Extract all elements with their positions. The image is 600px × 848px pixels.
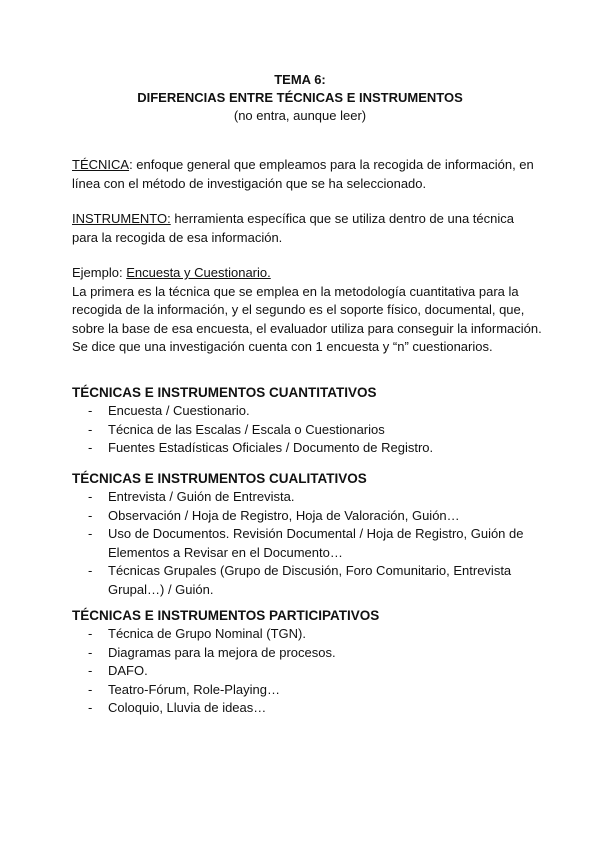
list-item xyxy=(72,507,542,526)
list-marker: - xyxy=(88,663,93,678)
definition-tecnica xyxy=(72,156,542,193)
list-marker: - xyxy=(88,681,93,697)
list-item xyxy=(72,439,542,458)
definition-instrumento xyxy=(72,210,542,247)
document-note: (no entra, aunque leer) xyxy=(233,108,367,123)
list-item xyxy=(72,562,542,599)
list-item xyxy=(72,421,542,440)
list-item-text: Técnica de las Escalas / Escala o Cuestionarios xyxy=(108,421,385,437)
list-item-text: Técnica de Grupo Nominal (TGN). xyxy=(108,626,306,641)
document-title: TEMA 6: xyxy=(274,72,326,87)
list-item xyxy=(72,625,542,644)
term-instrumento: INSTRUMENTO: xyxy=(72,211,171,226)
example-link: Encuesta y Cuestionario. xyxy=(126,265,271,280)
list-item xyxy=(72,662,542,681)
list-marker: - xyxy=(88,626,93,641)
document-subtitle: DIFERENCIAS ENTRE TÉCNICAS E INSTRUMENTOS xyxy=(137,90,463,105)
list-item xyxy=(72,402,542,421)
list-item xyxy=(72,699,542,718)
list-item-text: DAFO. xyxy=(108,663,148,678)
list-item-text: Encuesta / Cuestionario. xyxy=(108,403,250,418)
list-item-text: Observación / Hoja de Registro, Hoja de Valoración, Guión… xyxy=(108,507,460,523)
term-tecnica: TÉCNICA xyxy=(72,157,130,172)
list-item xyxy=(72,488,542,507)
list-item-text: Fuentes Estadísticas Oficiales / Documento de Registro. xyxy=(108,440,434,455)
section-heading-cuantitativos: TÉCNICAS E INSTRUMENTOS CUANTITATIVOS xyxy=(72,385,377,400)
list-item-text: Uso de Documentos. Revisión Documental / Hoja de Registro, Guión de Elementos a Revisar en el Documento… xyxy=(108,526,524,560)
list-item xyxy=(72,644,542,663)
list-item-text: Diagramas para la mejora de procesos. xyxy=(108,644,336,660)
list-marker: - xyxy=(88,489,93,504)
example-block xyxy=(72,264,542,357)
list-item-text: Coloquio, Lluvia de ideas… xyxy=(108,700,267,715)
example-line xyxy=(72,264,542,283)
list-marker: - xyxy=(88,644,93,660)
list-item-text: Técnicas Grupales (Grupo de Discusión, Foro Comunitario, Entrevista Grupal…) / Guión. xyxy=(108,563,512,597)
section-heading-cualitativos: TÉCNICAS E INSTRUMENTOS CUALITATIVOS xyxy=(72,471,367,486)
list-marker: - xyxy=(88,421,93,437)
list-item-text: Entrevista / Guión de Entrevista. xyxy=(108,489,295,504)
list-item-text: Teatro-Fórum, Role-Playing… xyxy=(108,681,280,697)
example-text: La primera es la técnica que se emplea en la metodología cuantitativa para la recogida de la información, y el segundo es el soporte físico, documental, que, sobre la base de esa encuesta, el evaluador utiliza para conseguir la información. Se dice que una investigación cuenta con 1 encuesta y “n” cuestionarios. xyxy=(72,283,542,354)
list-item xyxy=(72,681,542,700)
example-label: Ejemplo: xyxy=(72,265,127,280)
list-marker: - xyxy=(88,403,93,418)
list-marker: - xyxy=(88,440,93,455)
definition-tecnica-text: : enfoque general que empleamos para la recogida de información, en línea con el método de investigación que se ha seleccionado. xyxy=(72,157,534,191)
list-marker: - xyxy=(88,507,93,523)
list-cualitativos xyxy=(72,488,542,599)
list-marker: - xyxy=(88,563,93,578)
list-item xyxy=(72,525,542,562)
definition-instrumento-text: herramienta específica que se utiliza dentro de una técnica para la recogida de esa información. xyxy=(72,211,514,245)
list-participativos xyxy=(72,625,542,718)
list-marker: - xyxy=(88,700,93,715)
list-cuantitativos xyxy=(72,402,542,458)
section-heading-participativos: TÉCNICAS E INSTRUMENTOS PARTICIPATIVOS xyxy=(72,608,380,623)
list-marker: - xyxy=(88,526,93,541)
